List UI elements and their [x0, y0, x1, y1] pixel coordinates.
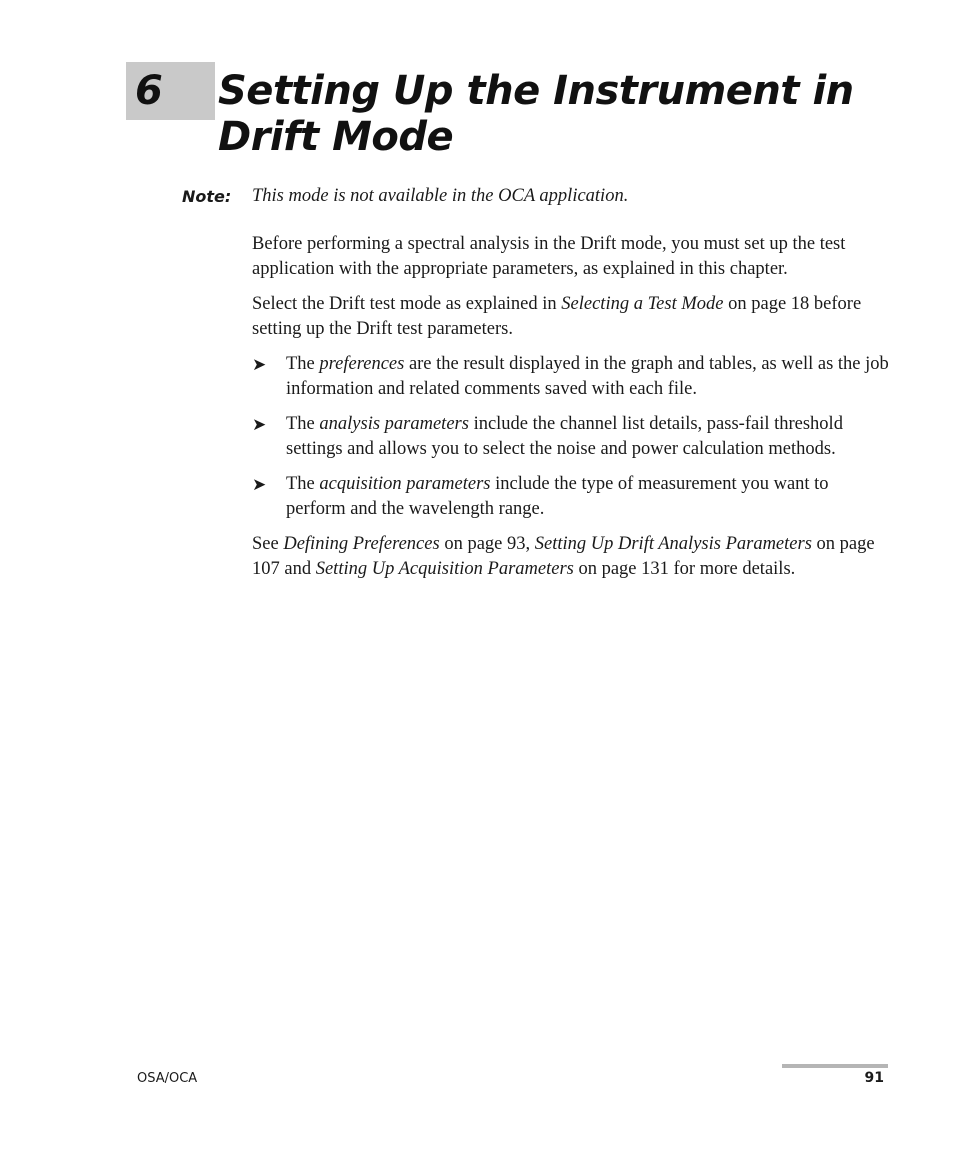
cross-reference: Selecting a Test Mode — [561, 294, 724, 314]
arrow-bullet-icon: ➤ — [252, 355, 267, 375]
arrow-bullet-icon: ➤ — [252, 415, 267, 435]
cross-reference: Setting Up Acquisition Parameters — [315, 558, 574, 579]
arrow-bullet-icon: ➤ — [252, 475, 267, 495]
text-span: See — [252, 534, 284, 554]
chapter-title: Setting Up the Instrument in Drift Mode — [218, 68, 854, 160]
text-span: are the result displayed in the graph and tables, as well as the job information and related comments saved with each file. — [286, 354, 889, 399]
footer-rule — [782, 1064, 888, 1068]
text-span: The — [286, 414, 320, 434]
text-span: on page 18 before setting up the Drift test parameters. — [252, 294, 862, 339]
text-span: include the type of measurement you want to perform and the wavelength range. — [286, 474, 829, 519]
chapter-number: 6 — [135, 68, 163, 114]
note-label: Note: — [182, 187, 232, 206]
cross-reference: Defining Preferences — [283, 534, 440, 554]
text-span: The — [286, 354, 320, 374]
text-span: on page 131 for more details. — [573, 558, 796, 579]
select-mode-paragraph — [252, 292, 892, 341]
see-also-paragraph — [252, 532, 892, 581]
footer-product: OSA/OCA — [137, 1071, 198, 1086]
term: analysis parameters — [319, 414, 469, 434]
intro-paragraph: Before performing a spectral analysis in the Drift mode, you must set up the test application with the appropriate parameters, as explained in this chapter. — [252, 234, 846, 279]
term: acquisition parameters — [319, 474, 491, 494]
page-number: 91 — [864, 1070, 884, 1086]
text-span: The — [286, 474, 320, 494]
text-span: on page 107 and — [252, 534, 875, 579]
term: preferences — [319, 354, 405, 374]
text-span: Select the Drift test mode as explained in — [252, 294, 562, 314]
list-item — [252, 472, 892, 521]
cross-reference: Setting Up Drift Analysis Parameters — [534, 534, 812, 554]
list-item — [252, 352, 892, 401]
text-span: on page 93, — [439, 534, 535, 554]
text-span: include the channel list details, pass-fail threshold settings and allows you to select the noise and power calculation methods. — [286, 414, 843, 459]
body-text — [252, 232, 892, 592]
list-item — [252, 412, 892, 461]
note-text: This mode is not available in the OCA application. — [252, 186, 629, 206]
bullet-list — [252, 352, 892, 521]
